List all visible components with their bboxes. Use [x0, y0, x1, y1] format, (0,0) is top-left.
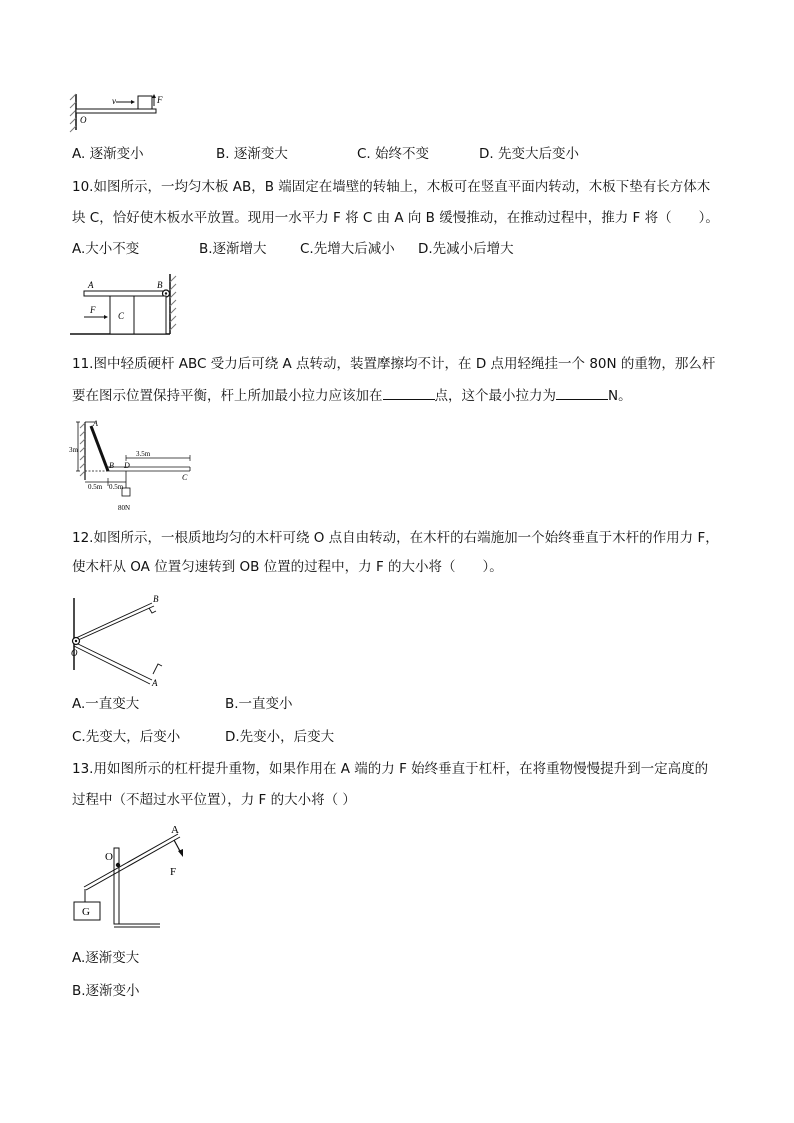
q13-stem-line2: 过程中（不超过水平位置），力 F 的大小将（ ）: [72, 792, 356, 808]
q9-figure: [68, 92, 178, 134]
q12-label-A: A: [152, 678, 158, 688]
q12-option-c: C.先变大，后变小: [72, 729, 181, 745]
q12-figure: [68, 588, 174, 692]
q13-stem-line1: 13.用如图所示的杠杆提升重物，如果作用在 A 端的力 F 始终垂直于杠杆，在将重物慢慢提升到一定高度的: [72, 761, 709, 777]
q12-option-b: B.一直变小: [225, 696, 293, 712]
q9-option-a: A. 逐渐变小: [72, 146, 144, 162]
q12-stem-line2: 使木杆从 OA 位置匀速转到 OB 位置的过程中，力 F 的大小将（ ）。: [72, 559, 503, 575]
q11-stem-line2-part1: 要在图示位置保持平衡，杆上所加最小拉力应该加在: [72, 388, 383, 404]
q10-option-d: D.先减小后增大: [418, 241, 514, 257]
q11-blank-point[interactable]: [383, 386, 435, 400]
q11-label-3-5m: 3.5m: [136, 450, 151, 458]
q12-options-row1: [72, 694, 472, 714]
q11-label-A: A: [93, 419, 98, 428]
q12-option-d: D.先变小，后变大: [225, 729, 335, 745]
q11-stem-line2: [72, 386, 632, 406]
q13-option-b: B.逐渐变小: [72, 983, 140, 999]
q9-label-O: O: [80, 115, 87, 125]
q11-figure: [68, 418, 192, 514]
q12-option-a: A.一直变大: [72, 696, 140, 712]
q11-stem-line2-part2: 点，这个最小拉力为: [434, 388, 556, 404]
q12-label-O: O: [71, 648, 78, 658]
q11-label-0-5m-right: 0.5m: [109, 483, 124, 491]
q10-label-A: A: [88, 280, 94, 290]
q9-label-v: v: [112, 96, 116, 106]
q11-label-B: B: [109, 461, 114, 470]
q9-option-d: D. 先变大后变小: [479, 146, 579, 162]
q9-label-F: F: [157, 95, 163, 105]
q11-label-0-5m-left: 0.5m: [88, 483, 103, 491]
q13-label-F: F: [170, 866, 177, 878]
q10-figure: [70, 272, 182, 338]
q12-options-row2: [72, 727, 472, 747]
q11-stem-line1: 11.图中轻质硬杆 ABC 受力后可绕 A 点转动，装置摩擦均不计，在 D 点用轻绳挂一个 80N 的重物，那么杆: [72, 356, 716, 372]
q10-option-a: A.大小不变: [72, 241, 140, 257]
q9-option-b: B. 逐渐变大: [216, 146, 288, 162]
q13-label-A: A: [171, 824, 179, 836]
q10-stem-line2: 块 C，恰好使木板水平放置。现用一水平力 F 将 C 由 A 向 B 缓慢推动，在推动过程中，推力 F 将（ ）。: [72, 210, 719, 226]
q11-blank-force[interactable]: [556, 386, 608, 400]
q10-options: [72, 239, 722, 259]
q12-stem-line1: 12.如图所示，一根质地均匀的木杆可绕 O 点自由转动，在木杆的右端施加一个始终垂直于木杆的作用力 F，: [72, 530, 719, 546]
q10-stem-line1: 10.如图所示，一均匀木板 AB，B 端固定在墙壁的转轴上，木板可在竖直平面内转动，木板下垫有长方体木: [72, 179, 711, 195]
q11-label-80N: 80N: [118, 504, 131, 512]
q11-stem-line2-part3: N。: [608, 388, 632, 404]
q11-label-D: D: [124, 461, 130, 470]
q11-label-3m: 3m: [69, 446, 78, 454]
q9-option-c: C. 始终不变: [357, 146, 430, 162]
q10-label-C: C: [118, 311, 125, 321]
q10-label-B: B: [157, 280, 163, 290]
q11-label-C: C: [182, 473, 188, 482]
q10-option-b: B.逐渐增大: [199, 241, 267, 257]
q13-option-a: A.逐渐变大: [72, 950, 140, 966]
q10-option-c: C.先增大后减小: [300, 241, 395, 257]
q12-label-B: B: [153, 594, 159, 604]
q13-label-G: G: [82, 906, 90, 918]
q10-label-F: F: [90, 305, 96, 315]
q9-options: [72, 144, 722, 164]
q13-label-O: O: [105, 851, 113, 863]
q13-figure: [70, 820, 196, 932]
